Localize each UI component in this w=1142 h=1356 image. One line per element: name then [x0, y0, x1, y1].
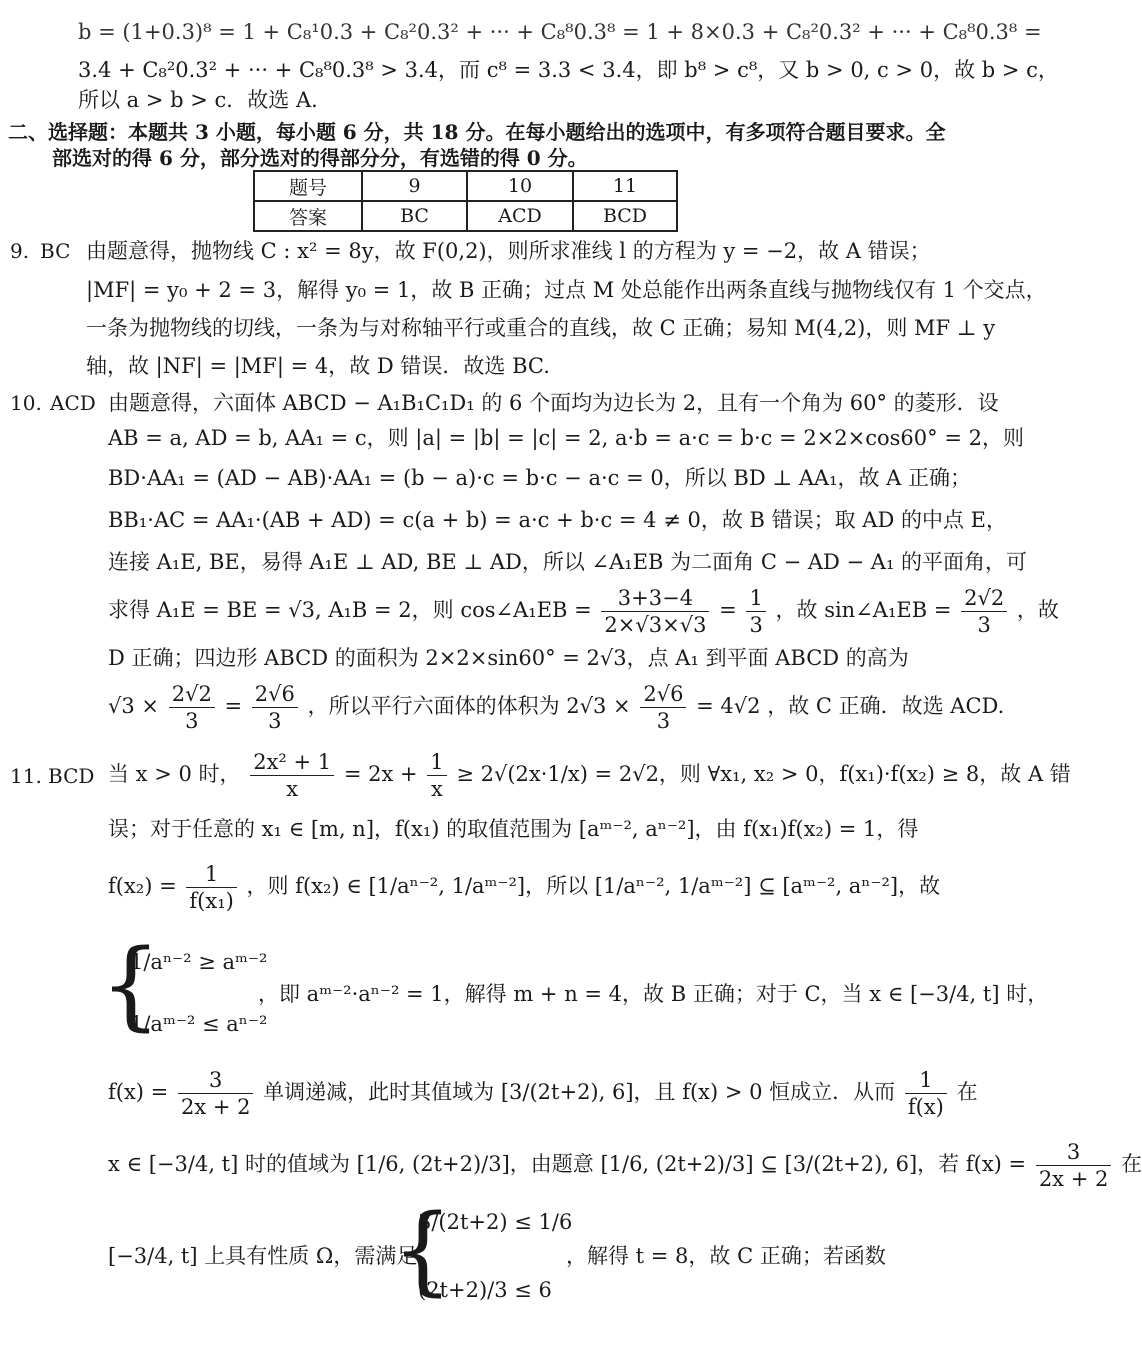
- fraction-denominator: 2×√3×√3: [604, 613, 707, 637]
- q10-number: 10.: [10, 391, 42, 415]
- inequality-top: 3/(2t+2) ≤ 1/6: [418, 1210, 573, 1234]
- q11-line-3-text-a: f(x₂) =: [108, 874, 177, 898]
- q11-line-3-text-b: ，则 f(x₂) ∈ [1/aⁿ⁻², 1/aᵐ⁻²]，所以 [1/aⁿ⁻², 1/aᵐ⁻²] ⊆ [aᵐ⁻², aⁿ⁻²]，故: [246, 874, 941, 898]
- table-cell: 10: [467, 171, 573, 201]
- inequality-top: 1/aⁿ⁻² ≥ aᵐ⁻²: [130, 950, 268, 974]
- fraction: [427, 749, 446, 802]
- table-cell: ACD: [467, 201, 573, 231]
- q10-line-6-text-a: 求得 A₁E = BE = √3, A₁B = 2，则 cos∠A₁EB =: [108, 598, 592, 622]
- q11-line-3: [108, 856, 940, 916]
- q10-line-6-text-c: ，故 sin∠A₁EB =: [775, 598, 952, 622]
- q11-line-5-text-c: 在: [956, 1080, 978, 1104]
- q10-line-8-text-a: √3 ×: [108, 694, 160, 718]
- fraction-denominator: 2x + 2: [1038, 1167, 1109, 1191]
- fraction-numerator: 2√6: [640, 681, 686, 708]
- q9-line-2: |MF| = y₀ + 2 = 3，解得 y₀ = 1，故 B 正确；过点 M 处总能作出两条直线与抛物线仅有 1 个交点，: [86, 278, 1047, 302]
- q11-line-7: [−3/4, t] 上具有性质 Ω，需满足: [108, 1244, 418, 1268]
- fraction-denominator: 3: [268, 709, 282, 733]
- q10-line-6-text-d: ，故: [1016, 598, 1059, 622]
- q9-line-4: 轴，故 |NF| = |MF| = 4，故 D 错误．故选 BC.: [86, 354, 550, 378]
- carryover-line-1: 3.4 + C₈²0.3² + ··· + C₈⁸0.3⁸ > 3.4，而 c⁸ = 3.3 < 3.4，即 b⁸ > c⁸，又 b > 0, c > 0，故 b > c，: [78, 58, 1059, 82]
- q11-line-6-text-a: x ∈ [−3/4, t] 时的值域为 [1/6, (2t+2)/3]，由题意 [1/6, (2t+2)/3] ⊆ [3/(2t+2), 6]，若 f(x) =: [108, 1152, 1027, 1176]
- fraction-numerator: 1: [746, 585, 765, 612]
- q11-line-6-text-b: 在: [1121, 1152, 1142, 1176]
- table-cell: 9: [362, 171, 467, 201]
- q10-line-1: 由题意得，六面体 ABCD − A₁B₁C₁D₁ 的 6 个面均为边长为 2，且有一个角为 60° 的菱形．设: [108, 391, 999, 415]
- fraction-denominator: f(x₁): [189, 889, 234, 913]
- table-cell: 题号: [254, 171, 362, 201]
- q10-line-7: D 正确；四边形 ABCD 的面积为 2×2×sin60° = 2√3，点 A₁ 到平面 ABCD 的高为: [108, 646, 909, 670]
- section-title: 二、选择题：本题共 3 小题，每小题 6 分，共 18 分。在每小题给出的选项中，有多项符合题目要求。全: [8, 120, 946, 144]
- fraction-numerator: 2√2: [169, 681, 215, 708]
- table-cell: BC: [362, 201, 467, 231]
- fraction-denominator: f(x): [907, 1095, 944, 1119]
- fraction-numerator: 1: [905, 1067, 947, 1094]
- fraction: [961, 585, 1007, 638]
- q10-line-3: BD·AA₁ = (AD − AB)·AA₁ = (b − a)·c = b·c − a·c = 0，所以 BD ⊥ AA₁，故 A 正确；: [108, 466, 972, 490]
- q10-line-6: [108, 580, 1059, 640]
- q10-answer: ACD: [50, 391, 96, 415]
- fraction-numerator: 2x² + 1: [250, 749, 334, 776]
- q10-line-4: BB₁·AC = AA₁·(AB + AD) = c(a + b) = a·c + b·c = 4 ≠ 0，故 B 错误；取 AD 的中点 E，: [108, 508, 1007, 532]
- fraction-numerator: 1: [427, 749, 446, 776]
- fraction: [186, 861, 236, 914]
- q10-line-8-text-c: ，所以平行六面体的体积为 2√3 ×: [307, 694, 631, 718]
- q9-answer: BC: [40, 239, 71, 263]
- q11-number: 11.: [10, 764, 42, 788]
- fraction-numerator: 3: [1036, 1139, 1112, 1166]
- carryover-line-2: 所以 a > b > c．故选 A.: [78, 88, 318, 112]
- q9-line-3: 一条为抛物线的切线，一条为与对称轴平行或重合的直线，故 C 正确；易知 M(4,2)，则 MF ⊥ y: [86, 316, 996, 340]
- fraction-numerator: 3: [178, 1067, 254, 1094]
- inequality-bottom: 1/aᵐ⁻² ≤ aⁿ⁻²: [130, 1012, 268, 1036]
- inequality-bottom: (2t+2)/3 ≤ 6: [418, 1278, 552, 1302]
- q9-line-1: 由题意得，抛物线 C : x² = 8y，故 F(0,2)，则所求准线 l 的方程为 y = −2，故 A 错误；: [86, 239, 931, 263]
- fraction-denominator: x: [431, 777, 443, 801]
- fraction-denominator: 3: [749, 613, 763, 637]
- q11-answer: BCD: [48, 764, 95, 788]
- q11-line-7-tail: ，解得 t = 8，故 C 正确；若函数: [566, 1244, 886, 1268]
- q11-line-1-text-b: = 2x +: [343, 762, 418, 786]
- fraction: [169, 681, 215, 734]
- fraction-numerator: 2√2: [961, 585, 1007, 612]
- fraction-denominator: 3: [185, 709, 199, 733]
- q11-line-2: 误；对于任意的 x₁ ∈ [m, n]，f(x₁) 的取值范围为 [aᵐ⁻², aⁿ⁻²]，由 f(x₁)f(x₂) = 1，得: [108, 817, 919, 841]
- table-row: [254, 171, 677, 201]
- q11-line-5: [108, 1062, 978, 1122]
- fraction: [1036, 1139, 1112, 1192]
- fraction: [905, 1067, 947, 1120]
- q11-line-5-text-b: 单调递减，此时其值域为 [3/(2t+2), 6]，且 f(x) > 0 恒成立．从而: [263, 1080, 896, 1104]
- fraction: [178, 1067, 254, 1120]
- fraction-numerator: 3+3−4: [601, 585, 709, 612]
- q10-line-6-text-b: =: [719, 598, 737, 622]
- q11-line-1-text-a: 当 x > 0 时，: [108, 762, 241, 786]
- left-brace-icon: {: [100, 929, 162, 1041]
- fraction-denominator: 3: [977, 613, 991, 637]
- left-brace-icon: {: [392, 1194, 454, 1306]
- fraction: [250, 749, 334, 802]
- q9-number: 9.: [10, 239, 30, 263]
- q11-line-6: [108, 1134, 1142, 1194]
- q10-line-2: AB = a, AD = b, AA₁ = c，则 |a| = |b| = |c| = 2, a·b = a·c = b·c = 2×2×cos60° = 2，则: [108, 426, 1024, 450]
- q11-line-1-text-c: ≥ 2√(2x·1/x) = 2√2，则 ∀x₁, x₂ > 0，f(x₁)·f(x₂) ≥ 8，故 A 错: [456, 762, 1071, 786]
- q10-line-8: [108, 676, 1004, 736]
- table-cell: 11: [573, 171, 677, 201]
- fraction: [640, 681, 686, 734]
- q11-line-4: ，即 aᵐ⁻²·aⁿ⁻² = 1，解得 m + n = 4，故 B 正确；对于 C，当 x ∈ [−3/4, t] 时，: [258, 982, 1049, 1006]
- table-row: [254, 201, 677, 231]
- table-cell: BCD: [573, 201, 677, 231]
- fraction: [601, 585, 709, 638]
- q11-line-5-text-a: f(x) =: [108, 1080, 169, 1104]
- q10-line-5: 连接 A₁E, BE，易得 A₁E ⊥ AD, BE ⊥ AD，所以 ∠A₁EB 为二面角 C − AD − A₁ 的平面角，可: [108, 550, 1028, 574]
- carryover-line-0: b = (1+0.3)⁸ = 1 + C₈¹0.3 + C₈²0.3² + ··· + C₈⁸0.3⁸ = 1 + 8×0.3 + C₈²0.3² + ··· + C₈⁸0.3⁸ =: [78, 20, 1042, 44]
- q11-line-1: [108, 744, 1071, 804]
- q10-line-8-text-d: = 4√2 ，故 C 正确．故选 ACD.: [696, 694, 1005, 718]
- q10-line-8-text-b: =: [224, 694, 243, 718]
- fraction: [252, 681, 298, 734]
- fraction-numerator: 1: [186, 861, 236, 888]
- answer-table: [253, 170, 678, 232]
- fraction-denominator: 3: [656, 709, 671, 733]
- section-title-cont: 部选对的得 6 分，部分选对的得部分分，有选错的得 0 分。: [52, 146, 588, 170]
- fraction-denominator: x: [286, 777, 299, 801]
- fraction: [746, 585, 765, 638]
- fraction-denominator: 2x + 2: [180, 1095, 251, 1119]
- fraction-numerator: 2√6: [252, 681, 298, 708]
- table-cell: 答案: [254, 201, 362, 231]
